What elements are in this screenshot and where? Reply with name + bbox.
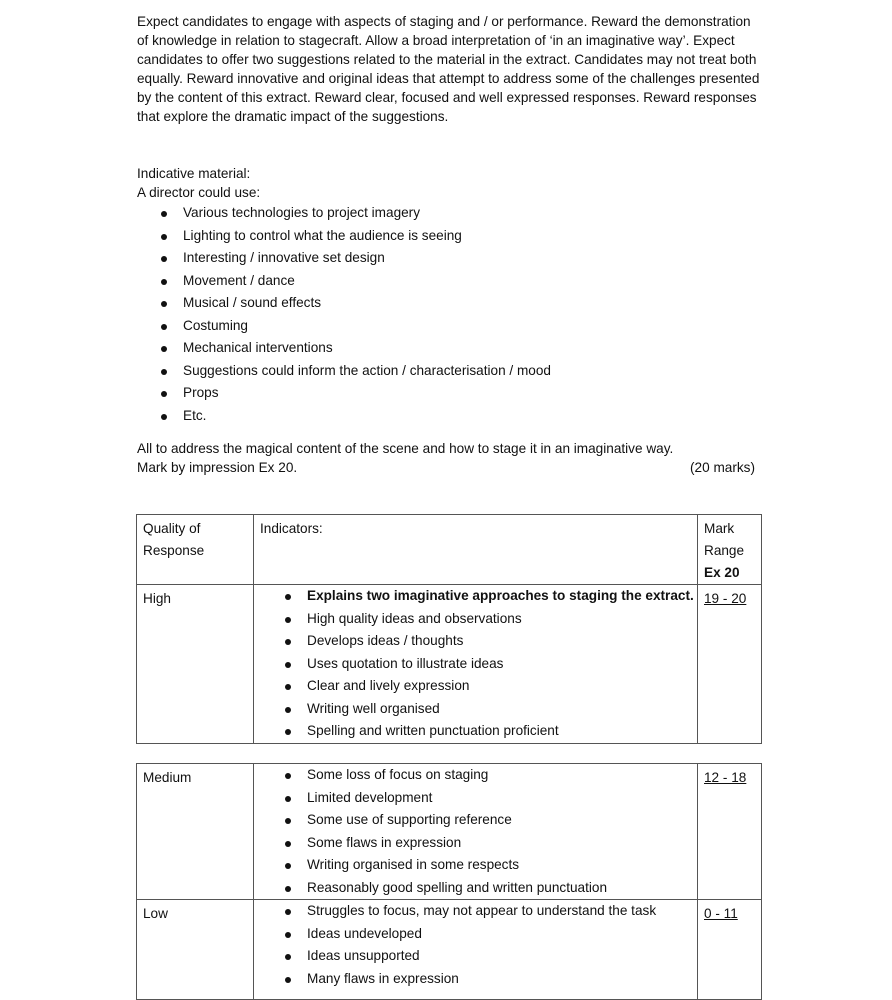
list-item: Explains two imaginative approaches to staging the extract. [254, 585, 697, 608]
ex-total: Ex 20 [704, 565, 740, 580]
range-cell [698, 585, 762, 744]
list-item: Props [160, 382, 551, 405]
closing-line: All to address the magical content of the scene and how to stage it in an imaginative way. [137, 441, 674, 456]
level-cell [137, 585, 254, 744]
mark-range: 0 - 11 [704, 906, 738, 921]
table-row [137, 515, 762, 585]
indicators-cell [254, 764, 698, 900]
list-item: Uses quotation to illustrate ideas [254, 653, 697, 676]
list-item: Clear and lively expression [254, 675, 697, 698]
indicators-cell [254, 900, 698, 1000]
director-list [160, 202, 551, 427]
mark-range-header-cell [698, 515, 762, 585]
mark-range-header: Mark Range [704, 521, 745, 558]
level-label: High [143, 591, 171, 606]
mark-instruction: Mark by impression Ex 20. [137, 460, 298, 475]
indicators-cell [254, 585, 698, 744]
list-item: Costuming [160, 315, 551, 338]
list-item: Interesting / innovative set design [160, 247, 551, 270]
list-item: High quality ideas and observations [254, 608, 697, 631]
range-cell [698, 764, 762, 900]
list-item: Develops ideas / thoughts [254, 630, 697, 653]
range-cell [698, 900, 762, 1000]
list-item: Movement / dance [160, 270, 551, 293]
indicative-label: Indicative material: [137, 166, 251, 181]
list-item: Ideas undeveloped [254, 923, 697, 946]
list-item: Limited development [254, 787, 697, 810]
marks-total: (20 marks) [690, 460, 755, 475]
list-item: Musical / sound effects [160, 292, 551, 315]
list-item: Many flaws in expression [254, 968, 697, 991]
indicators-header-cell [254, 515, 698, 585]
list-item: Mechanical interventions [160, 337, 551, 360]
level-label: Low [143, 906, 168, 921]
table-row [137, 900, 762, 1000]
table-row [137, 764, 762, 900]
level-cell [137, 764, 254, 900]
table-row [137, 585, 762, 744]
list-item: Writing well organised [254, 698, 697, 721]
mark-range: 12 - 18 [704, 770, 747, 785]
level-label: Medium [143, 770, 192, 785]
list-item: Some flaws in expression [254, 832, 697, 855]
list-item: Reasonably good spelling and written punctuation [254, 877, 697, 900]
director-label: A director could use: [137, 185, 261, 200]
indicative-heading [137, 164, 260, 202]
rubric-table-high [136, 514, 762, 744]
list-item: Suggestions could inform the action / characterisation / mood [160, 360, 551, 383]
quality-header: Quality of Response [143, 521, 205, 558]
list-item: Ideas unsupported [254, 945, 697, 968]
list-item: Struggles to focus, may not appear to understand the task [254, 900, 697, 923]
indicators-header: Indicators: [260, 521, 323, 536]
mark-line [137, 458, 755, 477]
list-item: Some loss of focus on staging [254, 764, 697, 787]
list-item: Spelling and written punctuation proficient [254, 720, 697, 743]
low-indicators [254, 900, 697, 990]
medium-indicators [254, 764, 697, 899]
level-cell [137, 900, 254, 1000]
quality-header-cell [137, 515, 254, 585]
rubric-table-medium-low [136, 763, 762, 1000]
mark-range: 19 - 20 [704, 591, 747, 606]
list-item: Etc. [160, 405, 551, 428]
guidance-paragraph: Expect candidates to engage with aspects of staging and / or performance. Reward the demonstration of knowledge in relation to stagecraft. Allow a broad interpretation of ‘in an imaginative way’. Expect candidates to offer two suggestions related to the material in the extract. Candidates may not treat both equally. Reward innovative and original ideas that attempt to address some of the challenges presented by the content of this extract. Reward clear, focused and well expressed responses. Reward responses that explore the dramatic impact of the suggestions. [137, 14, 760, 124]
list-item: Various technologies to project imagery [160, 202, 551, 225]
list-item: Lighting to control what the audience is seeing [160, 225, 551, 248]
high-indicators [254, 585, 697, 743]
list-item: Some use of supporting reference [254, 809, 697, 832]
list-item: Writing organised in some respects [254, 854, 697, 877]
